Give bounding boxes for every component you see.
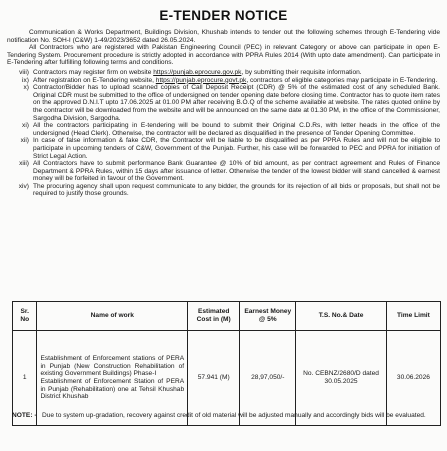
eprocure-link[interactable]: https://punjab.eprocure.gov.pk [153, 68, 242, 76]
clause-ix [5, 77, 440, 85]
clause-number: xii) [20, 137, 29, 145]
eligibility-paragraph: All Contractors who are registered with Pakistan Engineering Council (PEC) in relevant Category or above can participate in open E-Tendering System. Procurement procedure is strictly adopted in accordance with PPRA Rules 2014 (With upto date amendment). Can participate in E-Tendering after fulfilling following terms and conditions. [7, 44, 440, 67]
cell-earnest-money: 28,97,050/- [240, 331, 296, 426]
clause-number: xi) [22, 122, 29, 130]
clause-text: All the contractors participating in E-tendering will be bound to submit their Original C.D.Rs, with letter heads in the office of the undersigned (Head Clerk). Otherwise, the contractor will be declared as disqualified in the presence of Tender Opening Committee. [33, 122, 440, 137]
clause-text: , contractors of eligible categories may participate in E-Tendering. [246, 76, 438, 84]
notice-title: E-TENDER NOTICE [159, 8, 288, 23]
tender-table [12, 301, 441, 426]
clause-text: After registration on E-Tendering website, [33, 76, 156, 84]
clause-number: xiii) [19, 160, 29, 168]
clause-x [5, 84, 440, 122]
clause-text: All Contractors have to submit performance Bank Guarantee @ 10% of bid amount, as per contract agreement and Rules of Finance Department & PPRA Rules, within 15 days after issuance of letter. Otherwise the tender of the lowest bidder will stand cancelled & earnest money will be forfeited in favour of the Government. [33, 160, 440, 183]
clause-text: Contractor/Bidder has to upload scanned copies of Call Deposit Receipt (CDR) @ 5% of the estimated cost of any scheduled Bank. Original CDR must be submitted to the office of undersigned on tender opening date before closing time. Contractor has to quote item rates on the approved D.N.I.T upto 17.06.2025 at 01.00 PM after receiving B.O.Q of the scheme available at website. The rates quoted online by the contractor will be downloaded from the website and will be announced on the same date at 01.30 PM, in the office of the Commissioner, Sargodha Division, Sargodha. [33, 84, 440, 122]
clause-number: xiv) [18, 182, 29, 190]
intro-paragraph: Communication & Works Department, Buildings Division, Khushab intends to tender out the following schemes through E-Tendering vide notification No. SOH-I (C&W) 1-49/2023/3652 dated 26.05.2024. [7, 29, 440, 44]
header-earnest-money: Earnest Money @ 5% [240, 302, 296, 331]
cell-time-limit: 30.06.2026 [386, 331, 440, 426]
clause-text: In case of false information & fake CDR, the Contractor will be liable to be disqualified as per PPRA Rules and will not be eligible to participate in upcoming tenders of C&W, Government of the Punjab. Further, his case will be forwarded to PEC and PPRA for initiation of Strict Legal Action. [33, 137, 440, 160]
header-time-limit: Time Limit [386, 302, 440, 331]
note-label: NOTE: - [12, 412, 37, 419]
cell-sr-no: 1 [13, 331, 37, 426]
table-header-row [13, 302, 441, 331]
header-name-of-work: Name of work [37, 302, 188, 331]
terms-list [5, 69, 440, 198]
clause-text: Contractors may register firm on website [33, 68, 154, 76]
eprocure-link[interactable]: https://punjab.eprocure.govt.pk [155, 76, 247, 84]
cell-estimated-cost: 57.941 (M) [188, 331, 240, 426]
clause-text: , by submitting their requisite information. [241, 68, 362, 76]
work-scheme-title: Establishment of Enforcement stations of PERA in Punjab (New Construction Rehabilitation of existing Government Buildings) Phase-I [40, 355, 185, 378]
clause-viii [5, 69, 440, 77]
cell-ts-no-date: No. CEBNZ/2680/D dated 30.05.2025 [296, 331, 387, 426]
clause-xiii [5, 160, 440, 183]
clause-number: ix) [22, 76, 29, 84]
clause-xii [5, 137, 440, 160]
clause-number: x) [23, 84, 29, 92]
clause-number: viii) [19, 68, 29, 76]
clause-xi [5, 122, 440, 137]
clause-text: The procuring agency shall upon request communicate to any bidder, the grounds for its rejection of all bids or proposals, but shall not be required to justify those grounds. [33, 182, 440, 198]
work-scheme-detail: Establishment of Enforcement Station of PERA in Punjab (Rehabilitation) one at Tehsil Khushab District Khushab [40, 378, 185, 401]
footer-note [12, 412, 437, 420]
clause-xiv [5, 183, 440, 198]
header-ts-no-date: T.S. No.& Date [296, 302, 387, 331]
header-sr-no: Sr. No [13, 302, 37, 331]
header-estimated-cost: Estimated Cost in (M) [188, 302, 240, 331]
note-text: Due to system up-gradation, recovery against credit of old material will be adjusted manually and accordingly bids will be evaluated. [42, 412, 426, 419]
